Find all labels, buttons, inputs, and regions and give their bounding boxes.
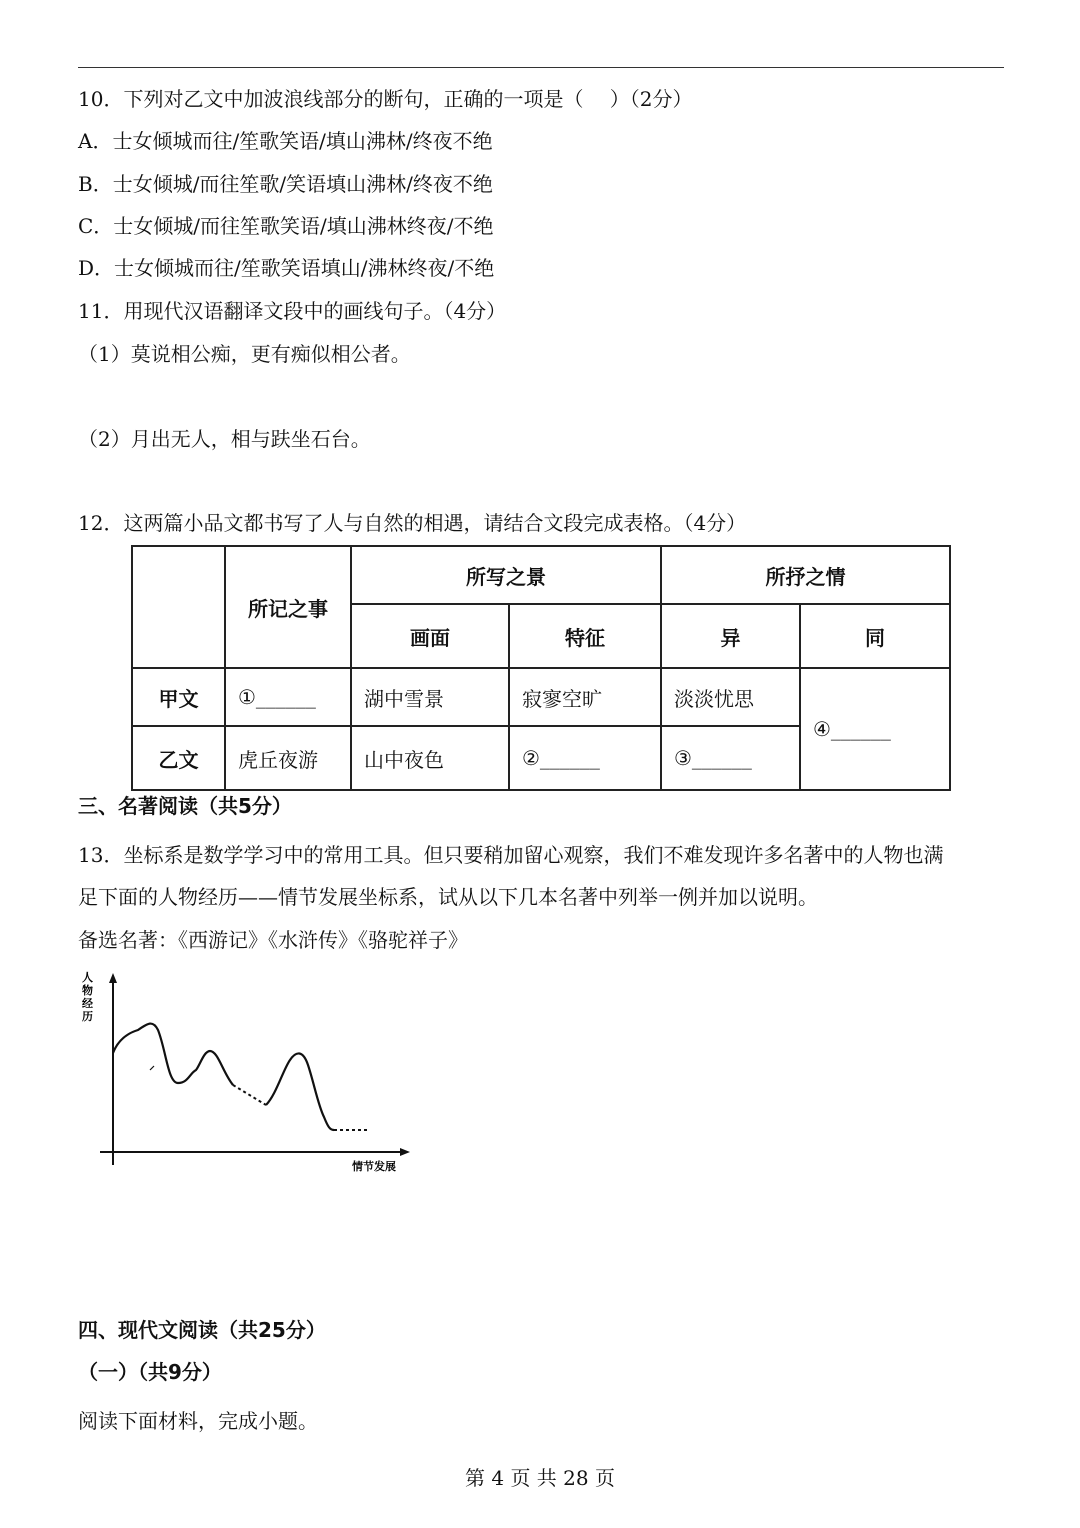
q12-stem: 12．这两篇小品文都书写了人与自然的相遇，请结合文段完成表格。（4分）	[78, 511, 747, 535]
graph-tick-mark	[150, 1066, 154, 1070]
table-corner-cell	[132, 546, 225, 668]
header-feature: 特征	[509, 604, 661, 668]
graph-x-arrow	[400, 1148, 410, 1156]
page-footer: 第 4 页 共 28 页	[465, 1466, 615, 1490]
jia-picture: 湖中雪景	[351, 668, 509, 726]
jia-feature: 寂寥空旷	[509, 668, 661, 726]
header-same: 同	[800, 604, 950, 668]
graph-y-label-4: 历	[82, 1010, 93, 1023]
jia-diff: 淡淡忧思	[661, 668, 800, 726]
graph-dashed-segment-1	[233, 1085, 266, 1105]
section4-title: 四、现代文阅读（共25分）	[78, 1318, 326, 1342]
header-scene: 所写之景	[351, 546, 661, 604]
q10-option-b: B．士女倾城/而往笙歌/笑语填山沸林/终夜不绝	[78, 172, 493, 196]
yi-feature-blank: ②______	[509, 726, 661, 790]
yi-event: 虎丘夜游	[225, 726, 351, 790]
header-rule	[78, 67, 1004, 68]
section3-title: 三、名著阅读（共5分）	[78, 794, 292, 818]
q11-stem: 11．用现代汉语翻译文段中的画线句子。（4分）	[78, 299, 507, 323]
header-picture: 画面	[351, 604, 509, 668]
yi-picture: 山中夜色	[351, 726, 509, 790]
graph-y-label-1: 人	[82, 971, 93, 984]
q11-item-2: （2）月出无人，相与趺坐石台。	[78, 427, 371, 451]
same-blank: ④______	[800, 668, 950, 790]
header-emotion: 所抒之情	[661, 546, 950, 604]
graph-y-arrow	[109, 973, 117, 983]
q13-line-2: 足下面的人物经历——情节发展坐标系，试从以下几本名著中列举一例并加以说明。	[78, 885, 818, 909]
jia-event-blank: ①______	[225, 668, 351, 726]
character-plot-graph	[78, 965, 418, 1180]
q10-option-d: D．士女倾城而往/笙歌笑语填山/沸林终夜/不绝	[78, 256, 495, 280]
graph-x-label: 情节发展	[352, 1160, 396, 1173]
row-label-yi: 乙文	[132, 726, 225, 790]
graph-y-label-3: 经	[82, 997, 93, 1010]
q11-item-1: （1）莫说相公痴，更有痴似相公者。	[78, 342, 411, 366]
header-event: 所记之事	[225, 546, 351, 668]
q12-table	[131, 545, 951, 791]
graph-y-label-2: 物	[82, 984, 93, 997]
row-label-jia: 甲文	[132, 668, 225, 726]
section4-instruction: 阅读下面材料，完成小题。	[78, 1409, 318, 1433]
q10-option-a: A．士女倾城而往/笙歌笑语/填山沸林/终夜不绝	[78, 129, 493, 153]
header-diff: 异	[661, 604, 800, 668]
yi-diff-blank: ③______	[661, 726, 800, 790]
q13-line-1: 13．坐标系是数学学习中的常用工具。但只要稍加留心观察，我们不难发现许多名著中的人物也满	[78, 843, 944, 867]
q13-books: 备选名著：《西游记》《水浒传》《骆驼祥子》	[78, 928, 468, 952]
graph-curve-part-1	[113, 1024, 233, 1085]
graph-curve-part-2	[266, 1053, 334, 1130]
section4-subtitle: （一）（共9分）	[78, 1360, 222, 1384]
q10-stem: 10．下列对乙文中加波浪线部分的断句，正确的一项是（ ）（2分）	[78, 87, 693, 111]
q10-option-c: C．士女倾城/而往笙歌笑语/填山沸林终夜/不绝	[78, 214, 494, 238]
